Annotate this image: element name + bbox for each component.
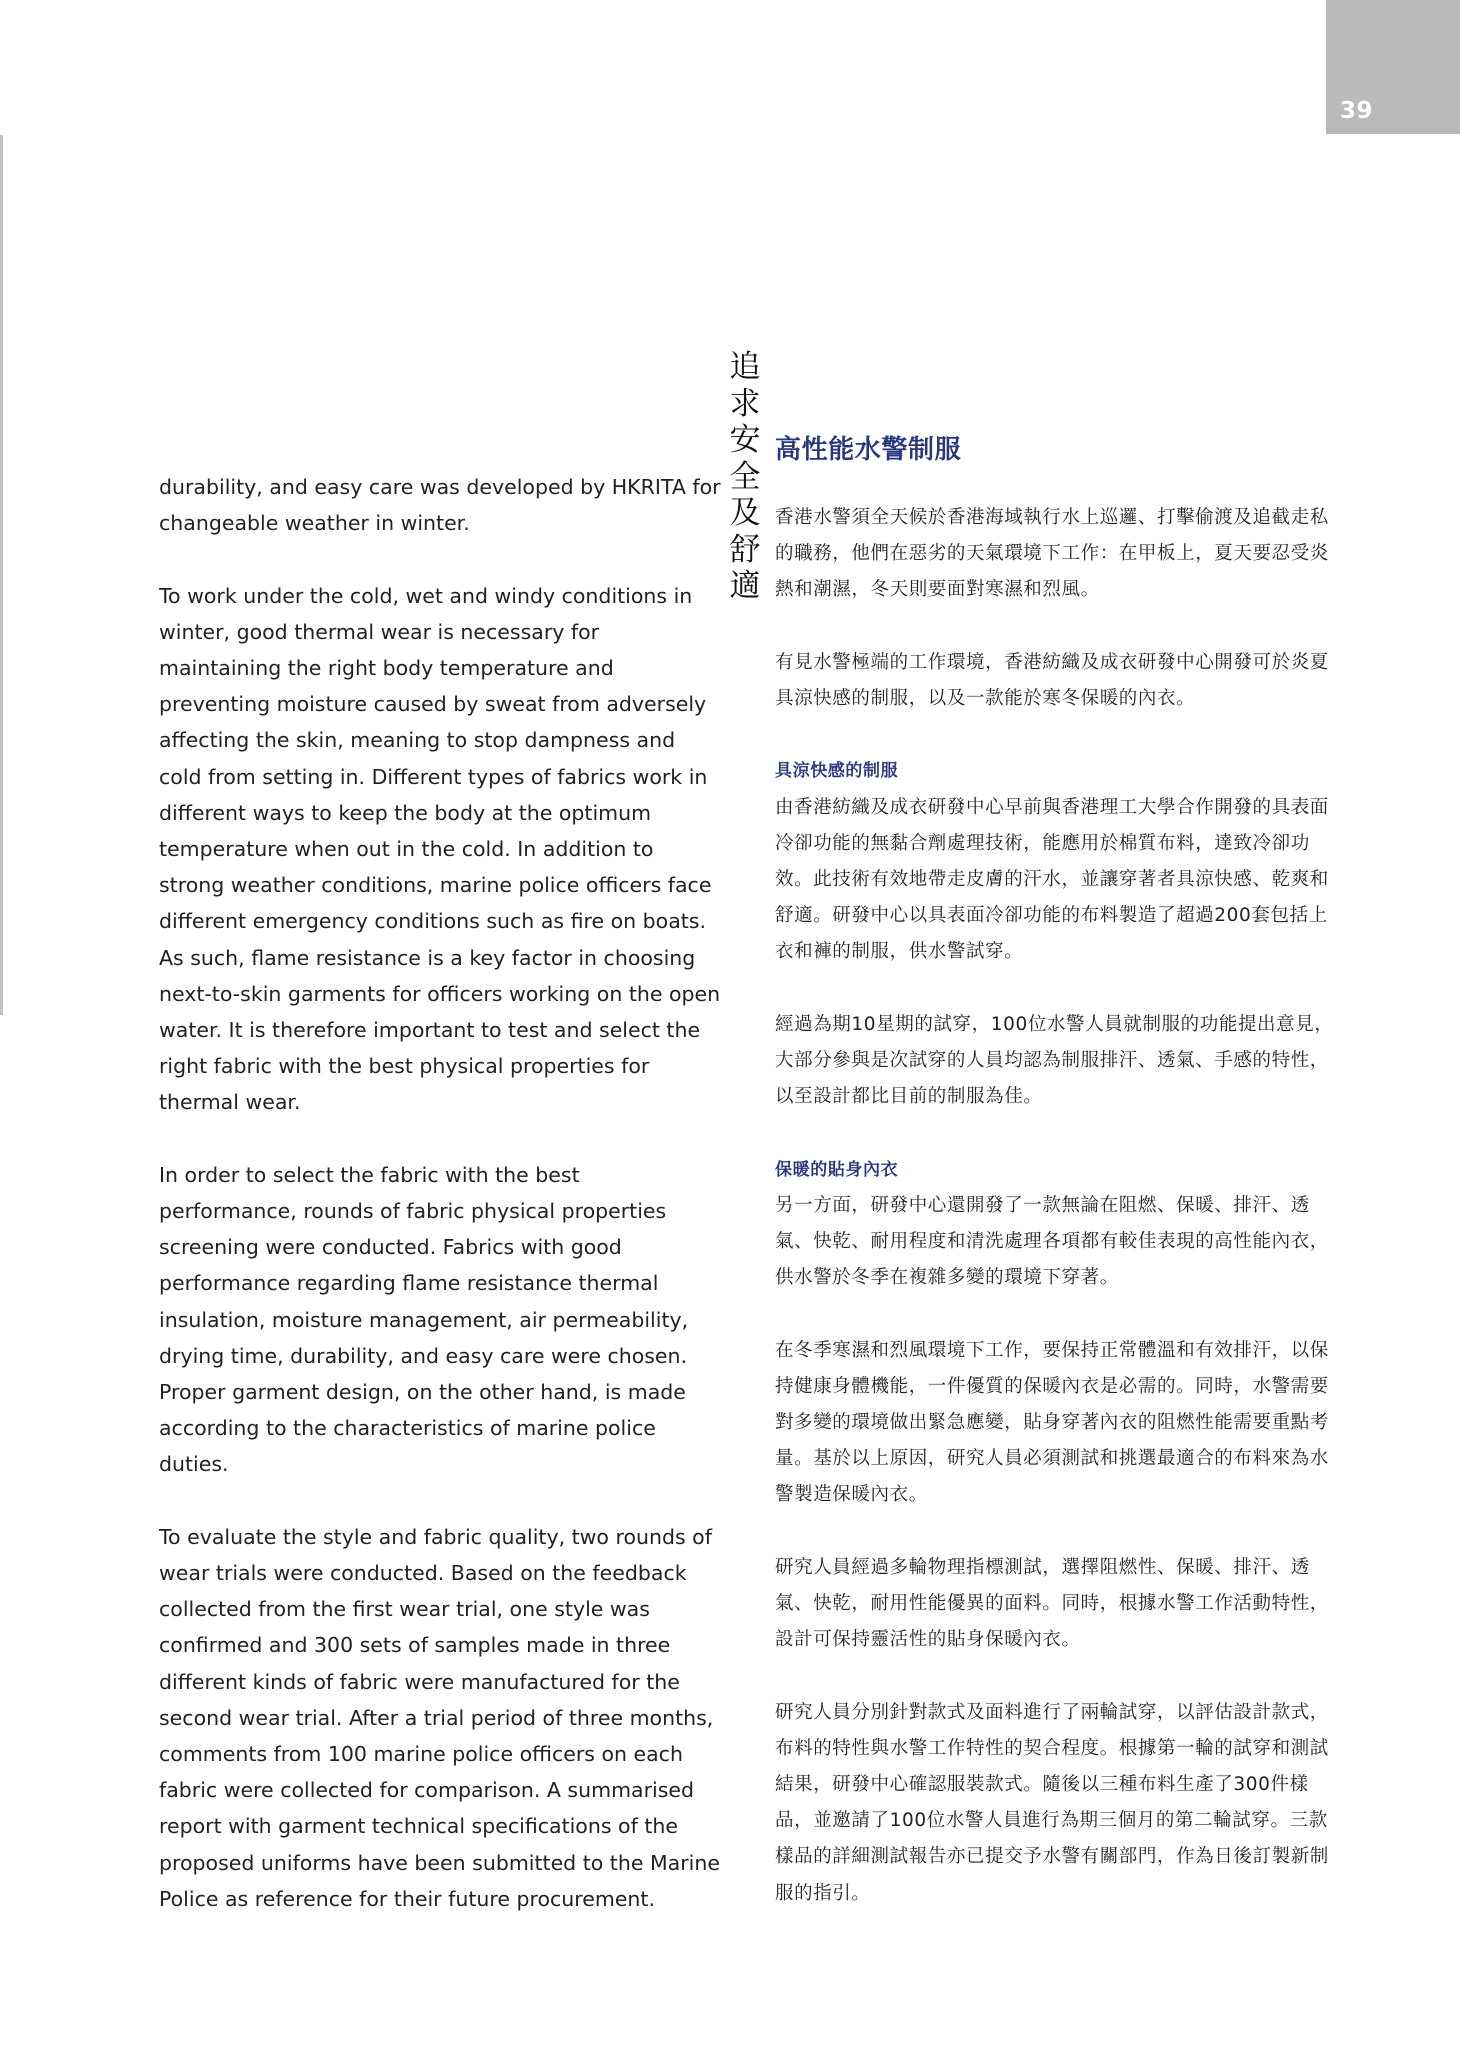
page-number: 39 [1340,98,1374,124]
vertical-section-title: 追求安全及舒適 [729,349,761,604]
chinese-paragraph: 有見水警極端的工作環境，香港紡織及成衣研發中心開發可於炎夏具涼快感的制服，以及一款能於寒冬保暖的內衣。 [775,651,1329,709]
subheading-thermal-wear: 保暖的貼身內衣 [775,1159,899,1180]
edge-strip [0,135,3,1015]
english-column [159,469,723,1953]
english-paragraph: To work under the cold, wet and windy conditions in winter, good thermal wear is necessary for maintaining the right body temperature and preventing moisture caused by sweat from adversely affecting the skin, meaning to stop dampness and cold from setting in. Different types of fabrics work in different ways to keep the body at the optimum temperature when out in the cold. In addition to strong weather conditions, marine police officers face different emergency conditions such as fire on boats. As such, flame resistance is a key factor in choosing next-to-skin garments for officers working on the open water. It is therefore important to test and select the right fabric with the best physical properties for thermal wear. [159,583,721,1115]
subheading-cooling-uniform: 具涼快感的制服 [775,761,899,782]
chinese-paragraph: 研究人員分別針對款式及面料進行了兩輪試穿，以評估設計款式，布料的特性與水警工作特性的契合程度。根據第一輪的試穿和測試結果，研發中心確認服裝款式。隨後以三種布料生產了300件樣品，並邀請了100位水警人員進行為期三個月的第二輪試穿。三款樣品的詳細測試報告亦已提交予水警有關部門，作為日後訂製新制服的指引。 [775,1701,1329,1904]
chinese-paragraph: 經過為期10星期的試穿，100位水警人員就制服的功能提出意見，大部分參與是次試穿的人員均認為制服排汗、透氣、手感的特性，以至設計都比目前的制服為佳。 [775,1013,1334,1108]
english-paragraph: To evaluate the style and fabric quality, two rounds of wear trials were conducted. Based on the feedback collected from the first wear trial, one style was confirmed and 300 sets of samples made in three different kinds of fabric were manufactured for the second wear trial. After a trial period of three months, comments from 100 marine police officers on each fabric were collected for comparison. A summarised report with garment technical specifications of the proposed uniforms have been submitted to the Marine Police as reference for their future procurement. [159,1524,720,1911]
english-paragraph: durability, and easy care was developed by HKRITA for changeable weather in winter. [159,475,721,536]
chinese-paragraph: 研究人員經過多輪物理指標測試，選擇阻燃性、保暖、排汗、透氣、快乾，耐用性能優異的面料。同時，根據水警工作活動特性，設計可保持靈活性的貼身保暖內衣。 [775,1556,1329,1651]
chinese-column [775,430,1335,1948]
chinese-paragraph: 由香港紡織及成衣研發中心早前與香港理工大學合作開發的具表面冷卻功能的無黏合劑處理技術，能應用於棉質布料，達致冷卻功效。此技術有效地帶走皮膚的汗水，並讓穿著者具涼快感、乾爽和舒適。研發中心以具表面冷卻功能的布料製造了超過200套包括上衣和褲的制服，供水警試穿。 [775,796,1329,963]
chinese-paragraph: 香港水警須全天候於香港海域執行水上巡邏、打擊偷渡及追截走私的職務，他們在惡劣的天氣環境下工作：在甲板上，夏天要忍受炎熱和潮濕，冬天則要面對寒濕和烈風。 [775,507,1329,601]
chinese-paragraph: 另一方面，研發中心還開發了一款無論在阻燃、保暖、排汗、透氣、快乾、耐用程度和清洗處理各項都有較佳表現的高性能內衣，供水警於冬季在複雜多變的環境下穿著。 [775,1194,1329,1289]
chinese-paragraph: 在冬季寒濕和烈風環境下工作，要保持正常體溫和有效排汗，以保持健康身體機能，一件優質的保暖內衣是必需的。同時，水警需要對多變的環境做出緊急應變，貼身穿著內衣的阻燃性能需要重點考量。基於以上原因，研究人員必須測試和挑選最適合的布料來為水警製造保暖內衣。 [775,1339,1329,1506]
article-title: 高性能水警制服 [775,435,962,465]
english-paragraph: In order to select the fabric with the best performance, rounds of fabric physical properties screening were conducted. Fabrics with good performance regarding flame resistance thermal insulation, moisture management, air permeability, drying time, durability, and easy care were chosen. Proper garment design, on the other hand, is made according to the characteristics of marine police duties. [159,1162,689,1477]
